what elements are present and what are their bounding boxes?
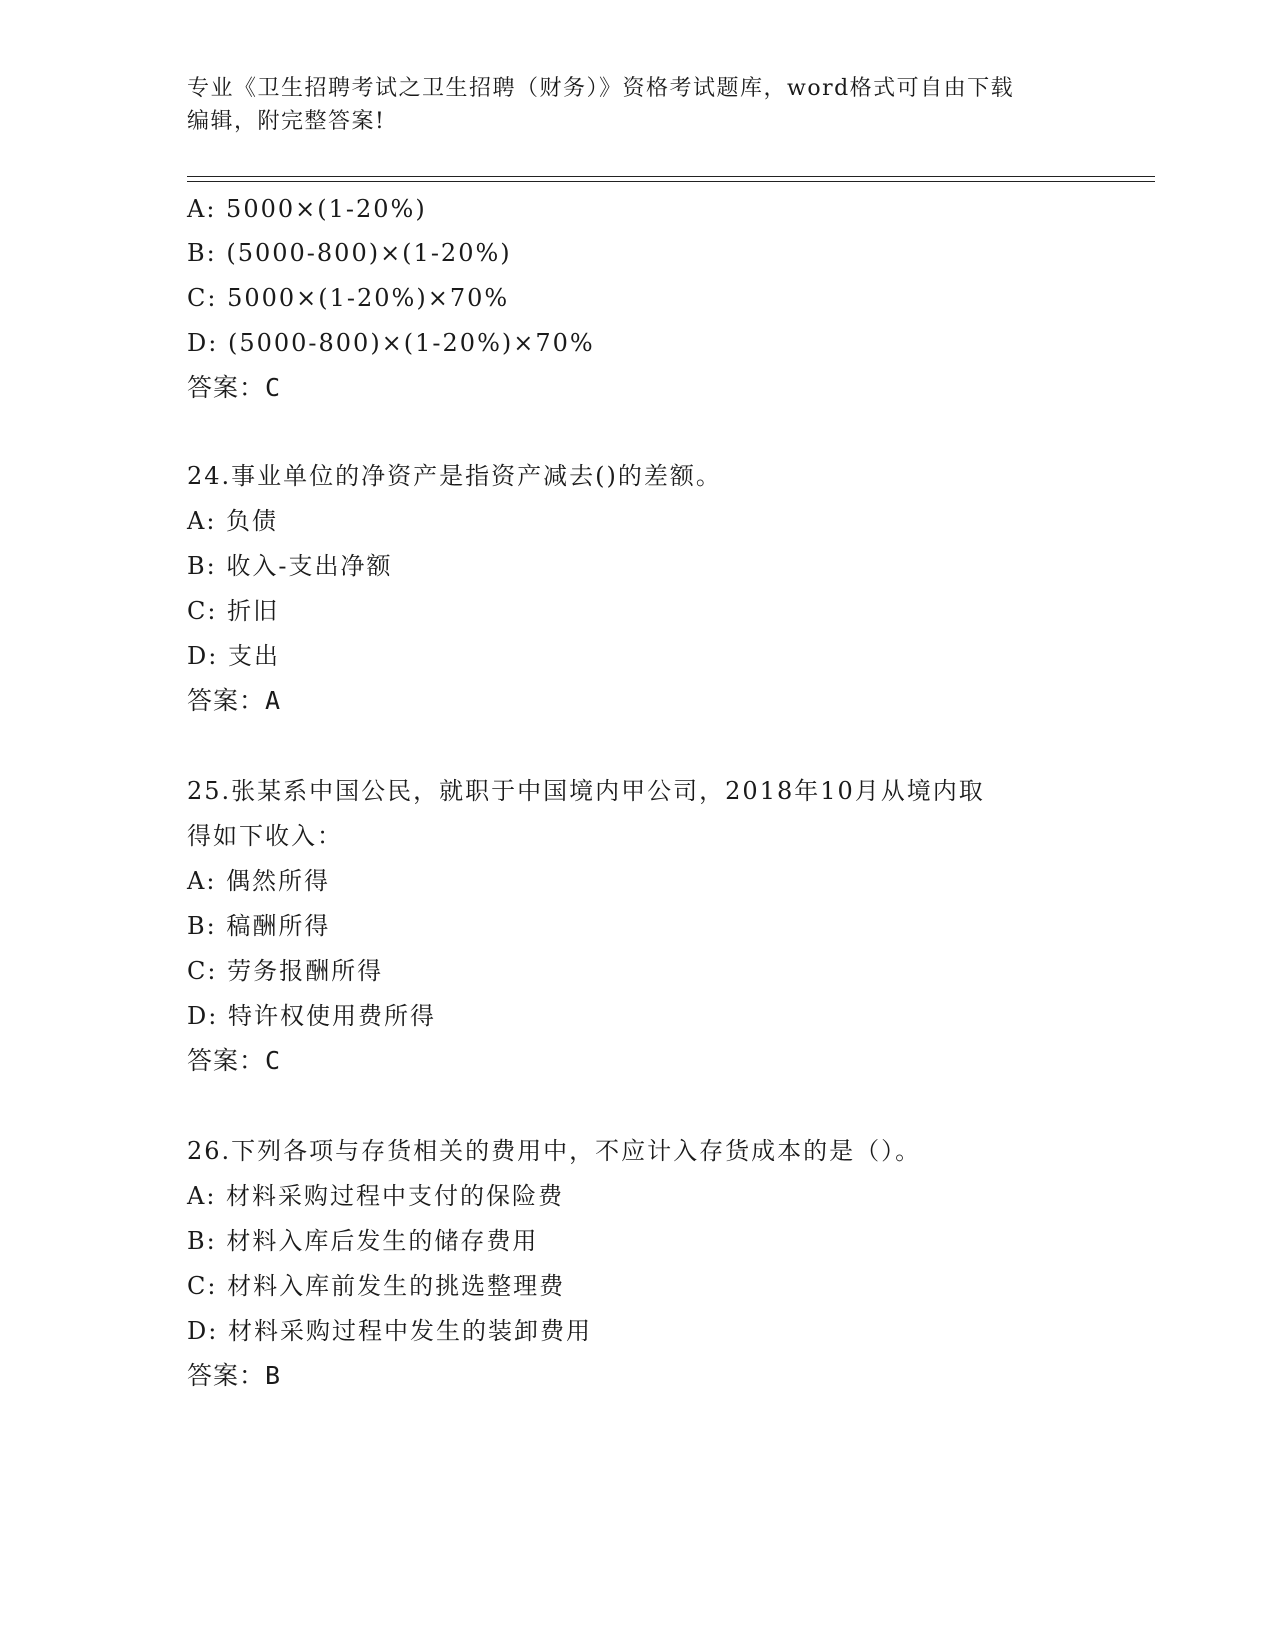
q26-option-c: C: 材料入库前发生的挑选整理费: [187, 1272, 566, 1300]
q23-answer: [187, 373, 281, 403]
answer-value: C: [265, 373, 282, 402]
answer-value: B: [265, 1361, 282, 1390]
answer-value: C: [265, 1046, 282, 1075]
q26-answer: [187, 1361, 281, 1391]
answer-value: A: [265, 686, 282, 715]
q23-option-a: A: 5000×(1-20%): [187, 195, 427, 223]
q26-option-d: D: 材料采购过程中发生的装卸费用: [187, 1317, 592, 1345]
q26-option-b: B: 材料入库后发生的储存费用: [187, 1227, 539, 1255]
header-rule-top: [187, 176, 1155, 177]
q24-option-d: D: 支出: [187, 642, 280, 670]
q25-option-c: C: 劳务报酬所得: [187, 957, 384, 985]
header-rule-bottom: [187, 181, 1155, 182]
q24-option-a: A: 负债: [187, 507, 279, 535]
answer-label: 答案：: [187, 686, 266, 715]
answer-label: 答案：: [187, 1046, 266, 1075]
q25-stem-line-1: 25.张某系中国公民，就职于中国境内甲公司，2018年10月从境内取: [187, 777, 985, 805]
q24-option-b: B: 收入-支出净额: [187, 552, 393, 580]
document-header: [187, 72, 1067, 138]
q25-option-d: D: 特许权使用费所得: [187, 1002, 436, 1030]
q23-option-c: C: 5000×(1-20%)×70%: [187, 284, 510, 312]
answer-label: 答案：: [187, 1361, 266, 1390]
q26-stem: 26.下列各项与存货相关的费用中，不应计入存货成本的是（）。: [187, 1137, 922, 1165]
q25-stem-line-2: 得如下收入：: [187, 822, 343, 850]
answer-label: 答案：: [187, 373, 266, 402]
q23-option-d: D: (5000-800)×(1-20%)×70%: [187, 329, 595, 357]
q24-stem: 24.事业单位的净资产是指资产减去()的差额。: [187, 462, 722, 490]
q25-option-a: A: 偶然所得: [187, 867, 331, 895]
q24-option-c: C: 折旧: [187, 597, 280, 625]
q25-answer: [187, 1046, 281, 1076]
q24-answer: [187, 686, 281, 716]
q26-option-a: A: 材料采购过程中支付的保险费: [187, 1182, 565, 1210]
q25-option-b: B: 稿酬所得: [187, 912, 331, 940]
header-line-1: 专业《卫生招聘考试之卫生招聘（财务）》资格考试题库，word格式可自由下载: [187, 76, 1015, 101]
header-line-2: 编辑，附完整答案!: [187, 109, 386, 134]
q23-option-b: B: (5000-800)×(1-20%): [187, 239, 512, 267]
